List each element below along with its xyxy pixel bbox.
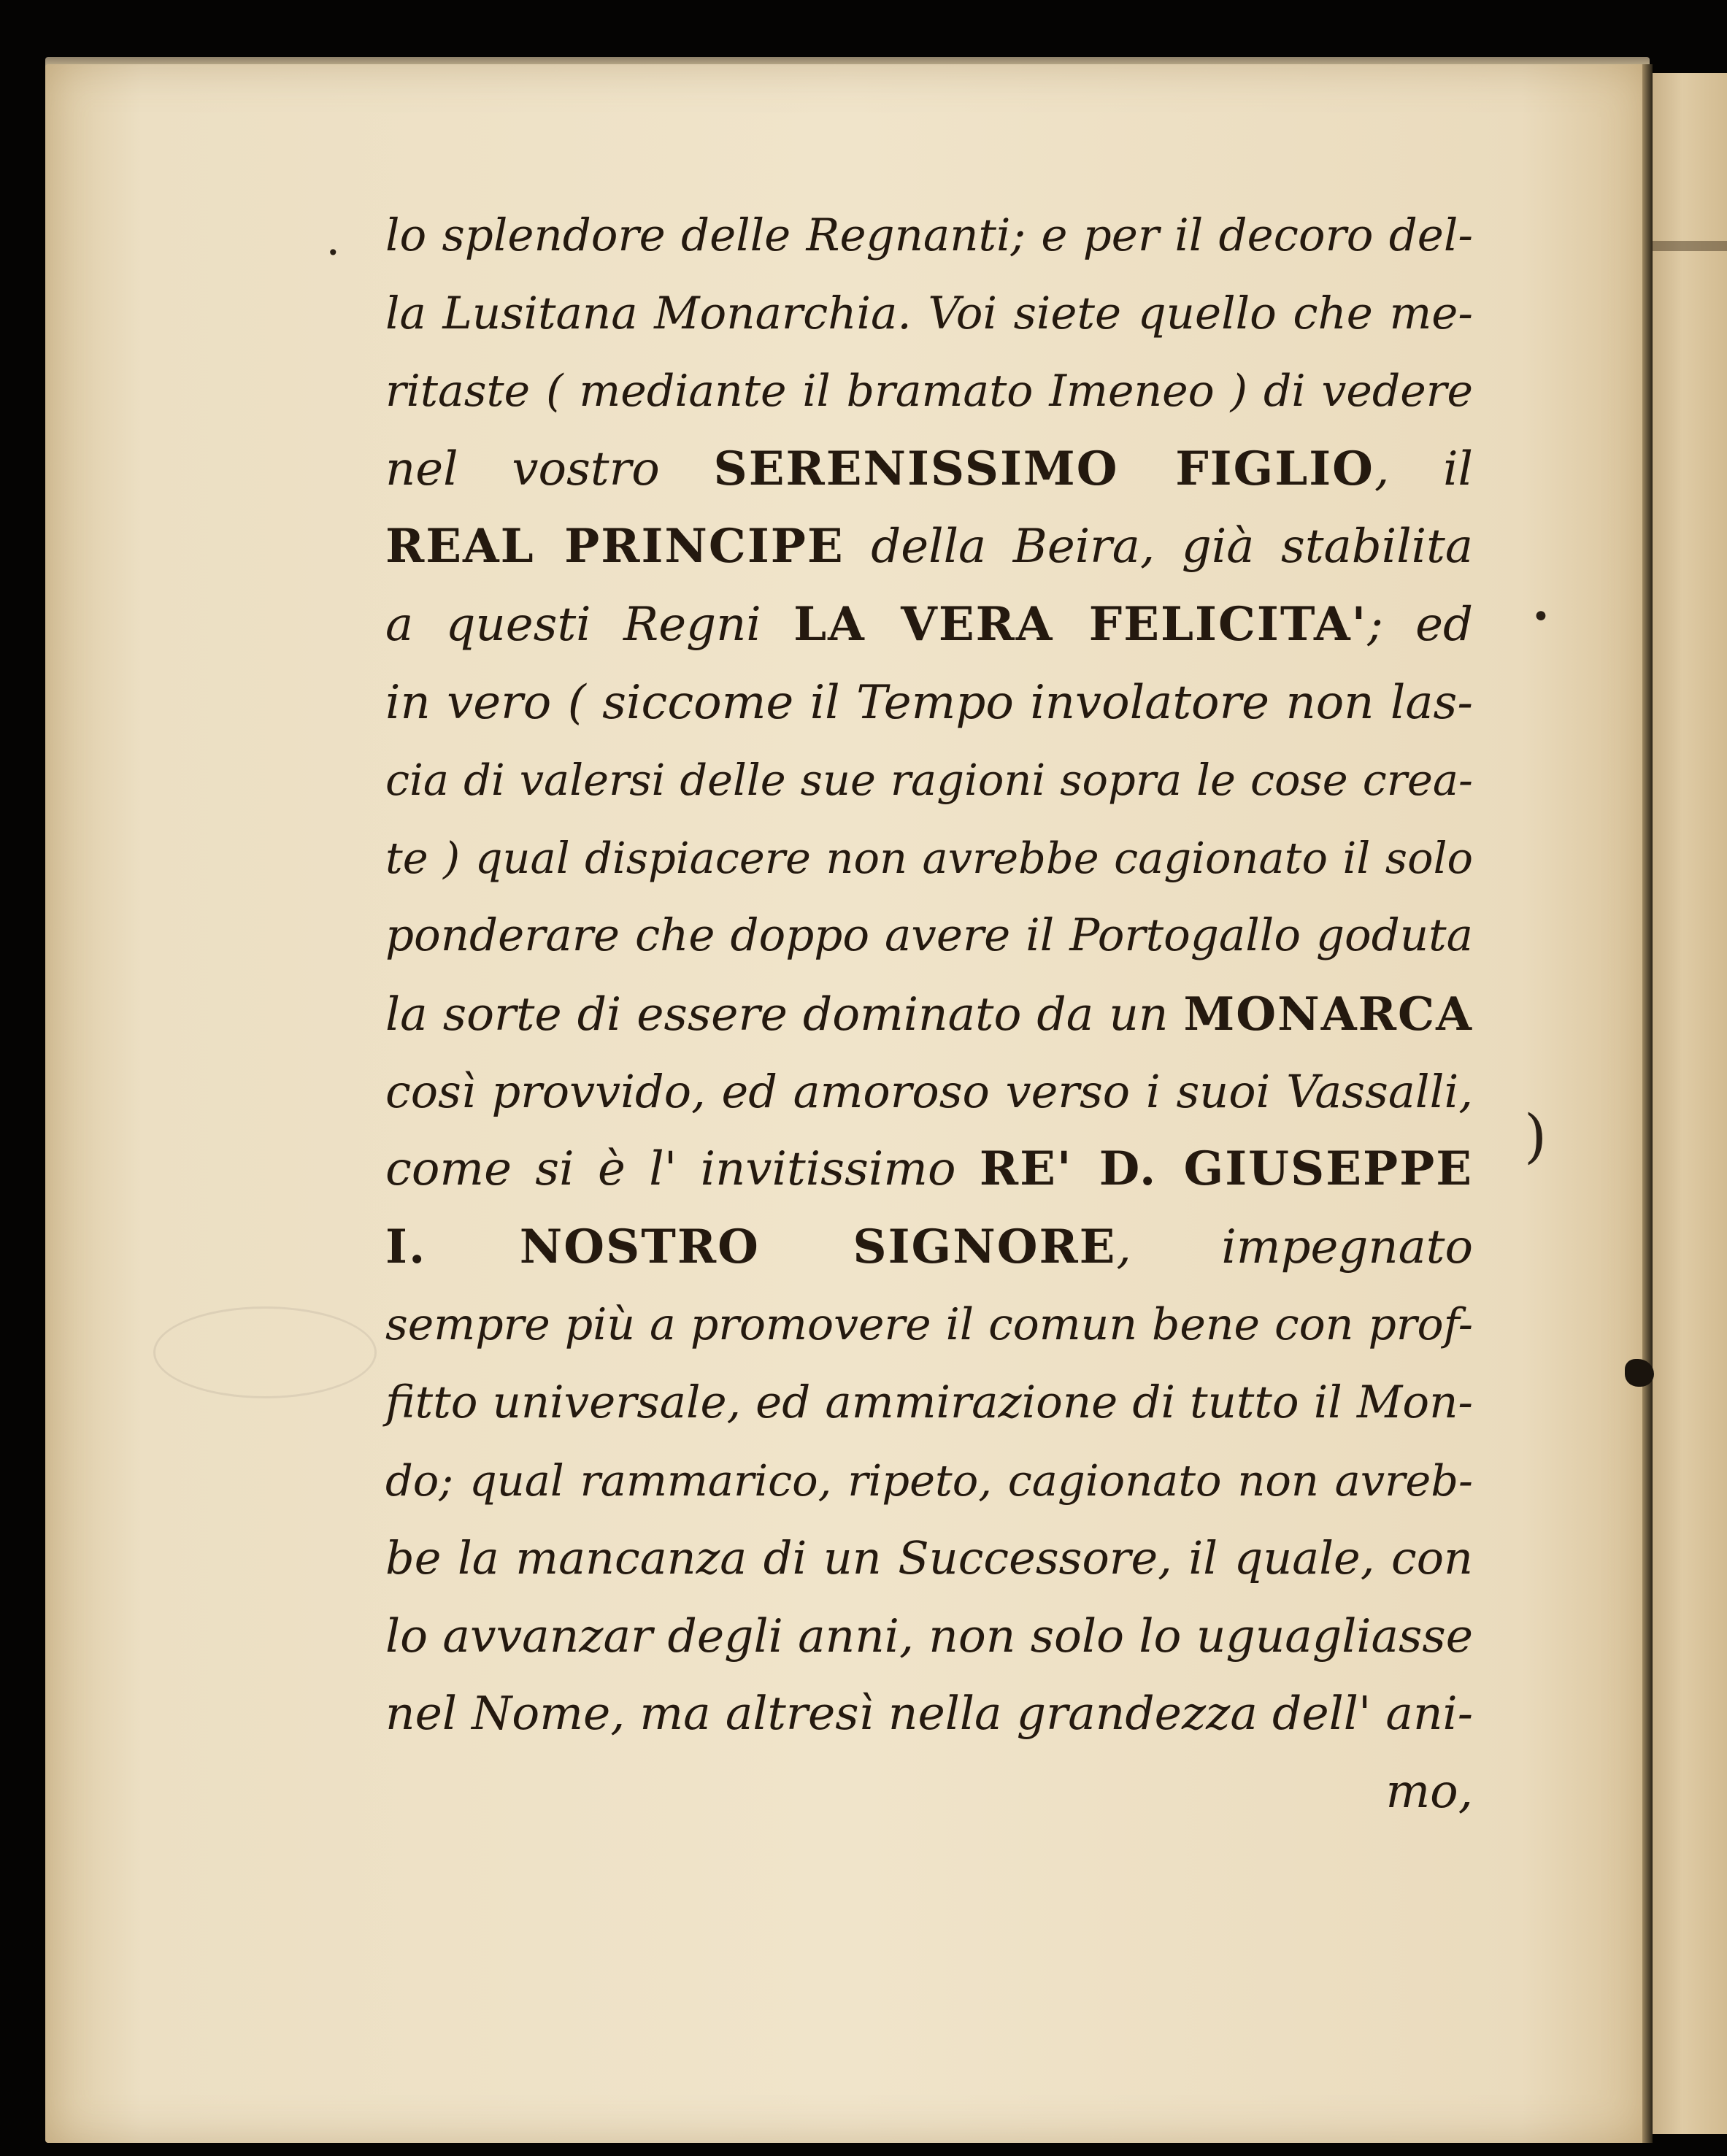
text-line <box>385 1131 1473 1209</box>
text-line <box>385 1442 1473 1520</box>
text-line-segment: nel vostro <box>385 442 714 496</box>
text-line-segment: come si è l' invitissimo <box>385 1142 980 1197</box>
text-line-caps: REAL PRINCIPE <box>385 519 845 574</box>
text-line-segment: ponderare che doppo avere il Portogallo goduta <box>385 909 1473 962</box>
text-line <box>385 1286 1473 1364</box>
text-line-segment: della Beira, già stabilita <box>844 520 1474 574</box>
show-through-mark: ) <box>1524 1102 1547 1170</box>
ink-dot-right: • <box>1531 598 1550 636</box>
text-line-caps: RE' D. GIUSEPPE <box>979 1141 1474 1197</box>
text-line <box>385 1598 1473 1676</box>
text-line <box>385 586 1473 664</box>
text-line <box>385 1675 1473 1753</box>
text-line-caps: SERENISSIMO FIGLIO <box>713 441 1374 496</box>
text-line-segment: , il <box>1374 442 1474 496</box>
text-line <box>385 820 1473 898</box>
text-line <box>385 897 1473 975</box>
text-line-caps: MONARCA <box>1183 986 1473 1041</box>
text-line-segment: a questi Regni <box>385 597 794 652</box>
adjacent-page-fold <box>1653 241 1727 251</box>
text-line-segment: fitto universale, ed ammirazione di tutto il Mon- <box>385 1376 1473 1428</box>
text-line <box>385 1053 1473 1131</box>
text-line-segment: ritaste ( mediante il bramato Imeneo ) di vedere <box>385 366 1473 417</box>
text-line <box>385 1520 1473 1598</box>
text-line-segment: do; qual rammarico, ripeto, cagionato non avreb- <box>385 1455 1473 1506</box>
catchword: mo, <box>1385 1764 1473 1819</box>
text-line-segment: ; ed <box>1367 597 1474 652</box>
text-line <box>385 664 1473 742</box>
text-line-segment: così provvido, ed amoroso verso i suoi Vassalli, <box>385 1064 1473 1118</box>
ink-blot <box>1625 1359 1654 1387</box>
text-line-segment: te ) qual dispiacere non avrebbe cagionato il solo <box>385 832 1473 883</box>
text-line <box>385 431 1473 509</box>
text-line-segment: in vero ( siccome il Tempo involatore non las- <box>385 675 1473 730</box>
binding-gutter <box>1642 64 1653 2143</box>
text-line <box>385 508 1473 586</box>
paper-stain <box>153 1306 377 1398</box>
text-line <box>385 353 1473 431</box>
text-line <box>385 197 1473 275</box>
body-text <box>385 197 1473 1830</box>
text-line <box>385 275 1473 353</box>
text-line-segment: cia di valersi delle sue ragioni sopra le cose crea- <box>385 755 1473 806</box>
text-line-segment: lo avvanzar degli anni, non solo lo uguagliasse <box>385 1609 1473 1663</box>
text-line-caps: LA VERA FELICITA' <box>793 596 1368 652</box>
text-line-caps: I. NOSTRO SIGNORE <box>385 1219 1117 1274</box>
adjacent-page-edge <box>1653 73 1727 2134</box>
text-line-segment: , impegnato <box>1116 1220 1474 1274</box>
text-line-segment: lo splendore delle Regnanti; e per il decoro del- <box>385 209 1473 261</box>
text-line <box>385 1209 1473 1287</box>
text-line <box>385 1364 1473 1442</box>
text-line-segment: sempre più a promovere il comun bene con prof- <box>385 1299 1473 1351</box>
ink-dot-left: • <box>327 241 339 265</box>
text-line <box>385 975 1473 1053</box>
text-line-segment: la Lusitana Monarchia. Voi siete quello che me- <box>385 287 1473 339</box>
text-line-segment: la sorte di essere dominato da un <box>385 987 1184 1041</box>
text-line-segment: nel Nome, ma altresì nella grandezza dell' ani- <box>385 1687 1473 1741</box>
text-line <box>385 742 1473 820</box>
text-line-segment: be la mancanza di un Successore, il quale, con <box>385 1531 1473 1585</box>
